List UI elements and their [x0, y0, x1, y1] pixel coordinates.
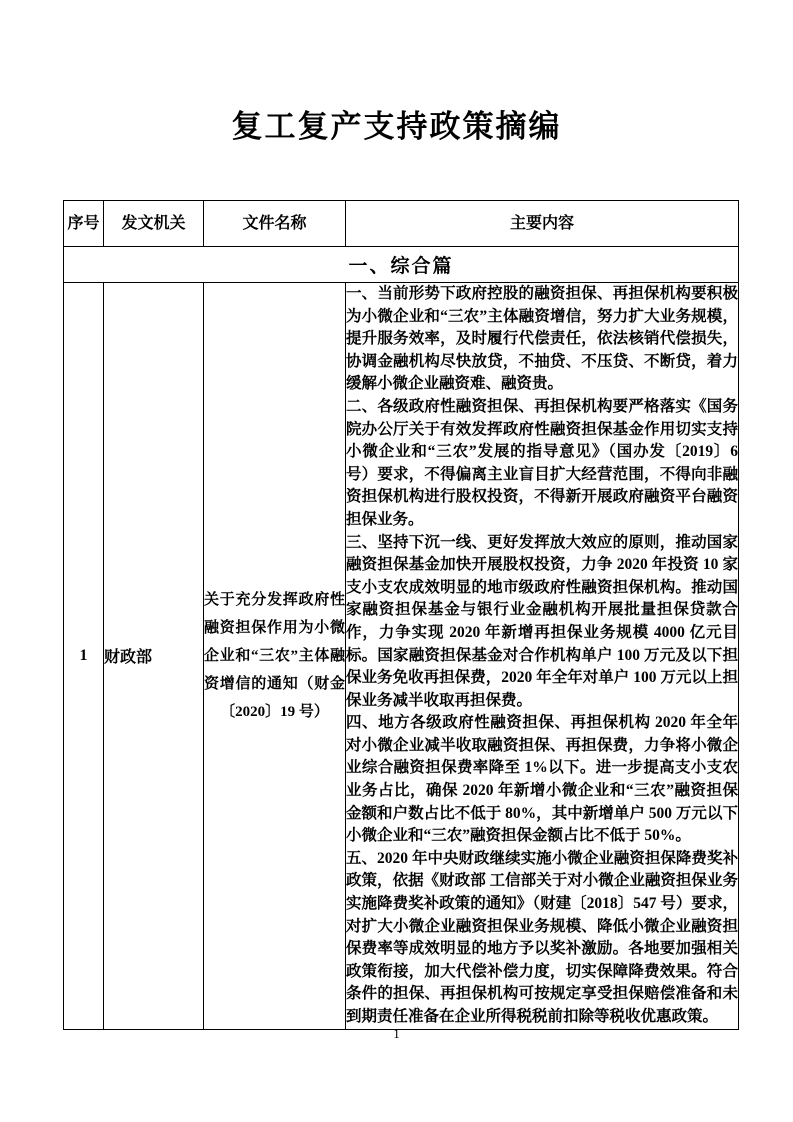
cell-document-name: 关于充分发挥政府性融资担保作用为小微企业和“三农”主体融资增信的通知（财金〔2020〕19 号）	[204, 283, 346, 1030]
policy-paragraph-4: 四、地方各级政府性融资担保、再担保机构 2020 年全年对小微企业减半收取融资担保、再担保费，力争将小微企业综合融资担保费率降至 1%以下。进一步提高支小支农业务占比，确保 2020 年新增小微企业和“三农”融资担保金额和户数占比不低于 80%，其中新增单户 500 万元以下小微企业和“三农”融资担保金额占比不低于 50%。	[346, 714, 738, 845]
table-row	[64, 283, 739, 1030]
section-title: 一、综合篇	[64, 247, 739, 283]
policy-table	[63, 200, 739, 1030]
cell-serial-number: 1	[64, 283, 104, 1030]
column-header-serial-number: 序号	[64, 201, 104, 247]
table-header-row	[64, 201, 739, 247]
policy-paragraph-1: 一、当前形势下政府控股的融资担保、再担保机构要积极为小微企业和“三农”主体融资增信，努力扩大业务规模，提升服务效率，及时履行代偿责任，依法核销代偿损失，协调金融机构尽快放贷，不抽贷、不压贷、不断贷，着力缓解小微企业融资难、融资贵。	[346, 285, 738, 393]
policy-paragraph-2: 二、各级政府性融资担保、再担保机构要严格落实《国务院办公厅关于有效发挥政府性融资担保基金作用切实支持小微企业和“三农”发展的指导意见》（国办发〔2019〕6 号）要求，不得偏离主业盲目扩大经营范围，不得向非融资担保机构进行股权投资，不得新开展政府融资平台融资担保业务。	[346, 397, 738, 528]
page-title: 复工复产支持政策摘编	[231, 109, 562, 144]
page-number: 1	[393, 1026, 400, 1041]
policy-paragraph-3: 三、坚持下沉一线、更好发挥放大效应的原则，推动国家融资担保基金加快开展股权投资，力争 2020 年投资 10 家支小支农成效明显的地市级政府性融资担保机构。推动国家融资担保基金与银行业金融机构开展批量担保贷款合作，力争实现 2020 年新增再担保业务规模 4000 亿元目标。国家融资担保基金对合作机构单户 100 万元及以下担保业务免收再担保费，2020 年全年对单户 100 万元以上担保业务减半收取再担保费。	[346, 533, 738, 709]
column-header-issuing-agency: 发文机关	[104, 201, 204, 247]
policy-paragraph-5: 五、2020 年中央财政继续实施小微企业融资担保降费奖补政策，依据《财政部 工信部关于对小微企业融资担保业务实施降费奖补政策的通知》（财建〔2018〕547 号）要求，对扩大小微企业融资担保业务规模、降低小微企业融资担保费率等成效明显的地方予以奖补激励。各地要加强相关政策衔接，加大代偿补偿力度，切实保障降费效果。符合条件的担保、再担保机构可按规定享受担保赔偿准备和未到期责任准备在企业所得税税前扣除等税收优惠政策。	[346, 849, 738, 1025]
cell-issuing-agency: 财政部	[104, 283, 204, 1030]
column-header-document-name: 文件名称	[204, 201, 346, 247]
cell-main-content	[346, 283, 739, 1030]
section-header-row	[64, 247, 739, 283]
column-header-main-content: 主要内容	[346, 201, 739, 247]
